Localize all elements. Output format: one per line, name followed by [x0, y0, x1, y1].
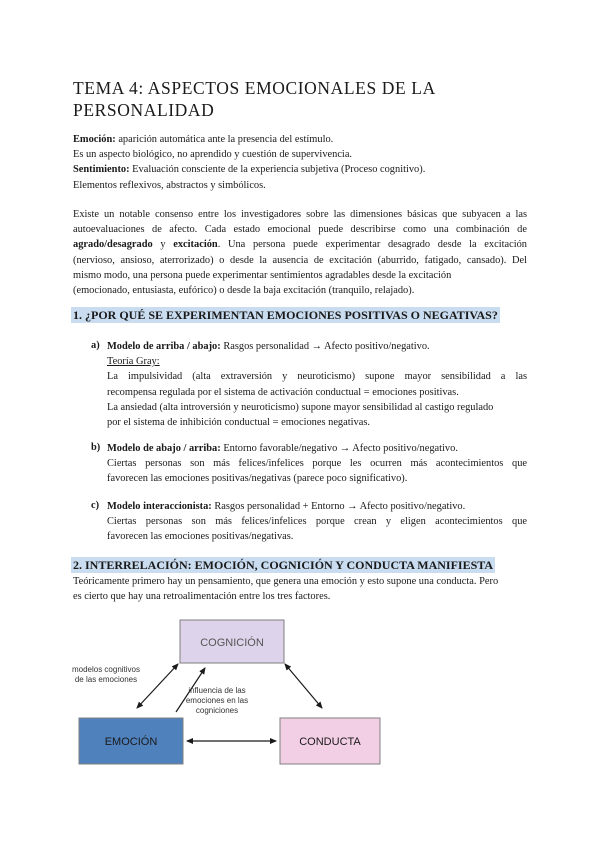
section-2-line-2: es cierto que hay una retroalimentación entre los tres factores. [73, 591, 331, 603]
def-sentimiento-text: Evaluación consciente de la experiencia subjetiva (Proceso cognitivo). [129, 164, 426, 176]
item-c-text: Rasgos personalidad + Entorno → Afecto positivo/negativo. [211, 501, 466, 512]
label-modelos-2: de las emociones [74, 675, 138, 684]
item-c-line-2: favorecen las emociones positivas/negativas. [107, 531, 294, 543]
intro-line-3-rest: . Una persona puede experimentar desagrado desde la excitación [217, 239, 527, 251]
cognicion-label: COGNICIÓN [200, 637, 264, 649]
item-a-bold: Modelo de arriba / abajo: [107, 341, 221, 352]
item-b-letter: b) [91, 442, 101, 453]
item-a-theory: Teoría Gray: [107, 356, 160, 368]
title-line-2: PERSONALIDAD [73, 100, 215, 120]
intro-line-1: Existe un notable consenso entre los investigadores sobre las dimensiones básicas que subyacen a las [73, 209, 527, 220]
intro-line-5: mismo modo, una persona puede experimentar sentimientos agradables desde la excitación [73, 269, 452, 281]
intro-bold-excitacion: excitación [173, 239, 218, 251]
intro-bold-agrado: agrado/desagrado [73, 239, 153, 251]
item-b-line-2: favorecen las emociones positivas/negativas (parece poco significativo). [107, 473, 408, 485]
item-c-line-1: Ciertas personas son más felices/infelices porque crean y eligen acontecimientos que [107, 516, 527, 528]
label-influencia-2: emociones en las [185, 696, 249, 705]
section-2-line-1: Teóricamente primero hay un pensamiento, que genera una emoción y esto supone una conducta. Pero [73, 576, 499, 587]
arrow-cognicion-conducta [285, 664, 322, 708]
item-b-text: Entorno favorable/negativo → Afecto positivo/negativo. [220, 443, 458, 454]
arrow-cognicion-emocion [137, 664, 178, 708]
def-emocion-text: aparición automática ante la presencia del estímulo. [115, 134, 334, 145]
def-emocion-term: Emoción: [73, 134, 116, 145]
item-b-bold: Modelo de abajo / arriba: [107, 443, 221, 454]
emocion-label: EMOCIÓN [104, 736, 158, 748]
item-a-text: Rasgos personalidad → Afecto positivo/negativo. [220, 341, 430, 352]
item-c-bold: Modelo interaccionista: [107, 501, 212, 512]
section-2-heading: 2. INTERRELACIÓN: EMOCIÓN, COGNICIÓN Y CONDUCTA MANIFIESTA [73, 558, 494, 572]
label-influencia-1: influencia de las [188, 686, 246, 695]
item-a-letter: a) [91, 340, 100, 351]
item-a-line-2: recompensa regulada por el sistema de activación conductual = emociones positivas. [107, 386, 459, 398]
item-a-line-3: La ansiedad (alta introversión y neuroticismo) supone mayor sensibilidad al castigo regulado [107, 401, 494, 413]
def-line-4: Elementos reflexivos, abstractos y simbólicos. [73, 179, 266, 191]
intro-mid: y [152, 239, 174, 251]
item-c-letter: c) [91, 500, 100, 511]
conducta-label: CONDUCTA [299, 736, 361, 748]
section-1-heading: 1. ¿POR QUÉ SE EXPERIMENTAN EMOCIONES POSITIVAS O NEGATIVAS? [73, 308, 498, 322]
def-sentimiento-term: Sentimiento: [73, 164, 130, 176]
label-influencia-3: cogniciones [195, 706, 239, 715]
def-line-2: Es un aspecto biológico, no aprendido y cuestión de supervivencia. [73, 149, 353, 161]
title-line-1: TEMA 4: ASPECTOS EMOCIONALES DE LA [73, 78, 436, 98]
item-b-line-1: Ciertas personas son más felices/infelices porque les ocurren más acontecimientos que [107, 458, 527, 470]
label-modelos-1: modelos cognitivos [71, 665, 141, 674]
item-a-line-4: por el sistema de inhibición conductual = emociones negativas. [107, 417, 370, 429]
intro-line-4: (nervioso, ansioso, aterrorizado) o desde la ausencia de excitación (aburrido, fatigado, cansado). Del [73, 254, 527, 266]
intro-line-2: autoevaluaciones de afecto. Cada estado emocional puede describirse como una combinación de [73, 224, 527, 236]
intro-line-6: (emocionado, entusiasta, eufórico) o desde la baja excitación (tranquilo, relajado). [73, 285, 415, 297]
item-a-line-1: La impulsividad (alta extraversión y neuroticismo) supone mayor sensibilidad a las [107, 371, 527, 383]
